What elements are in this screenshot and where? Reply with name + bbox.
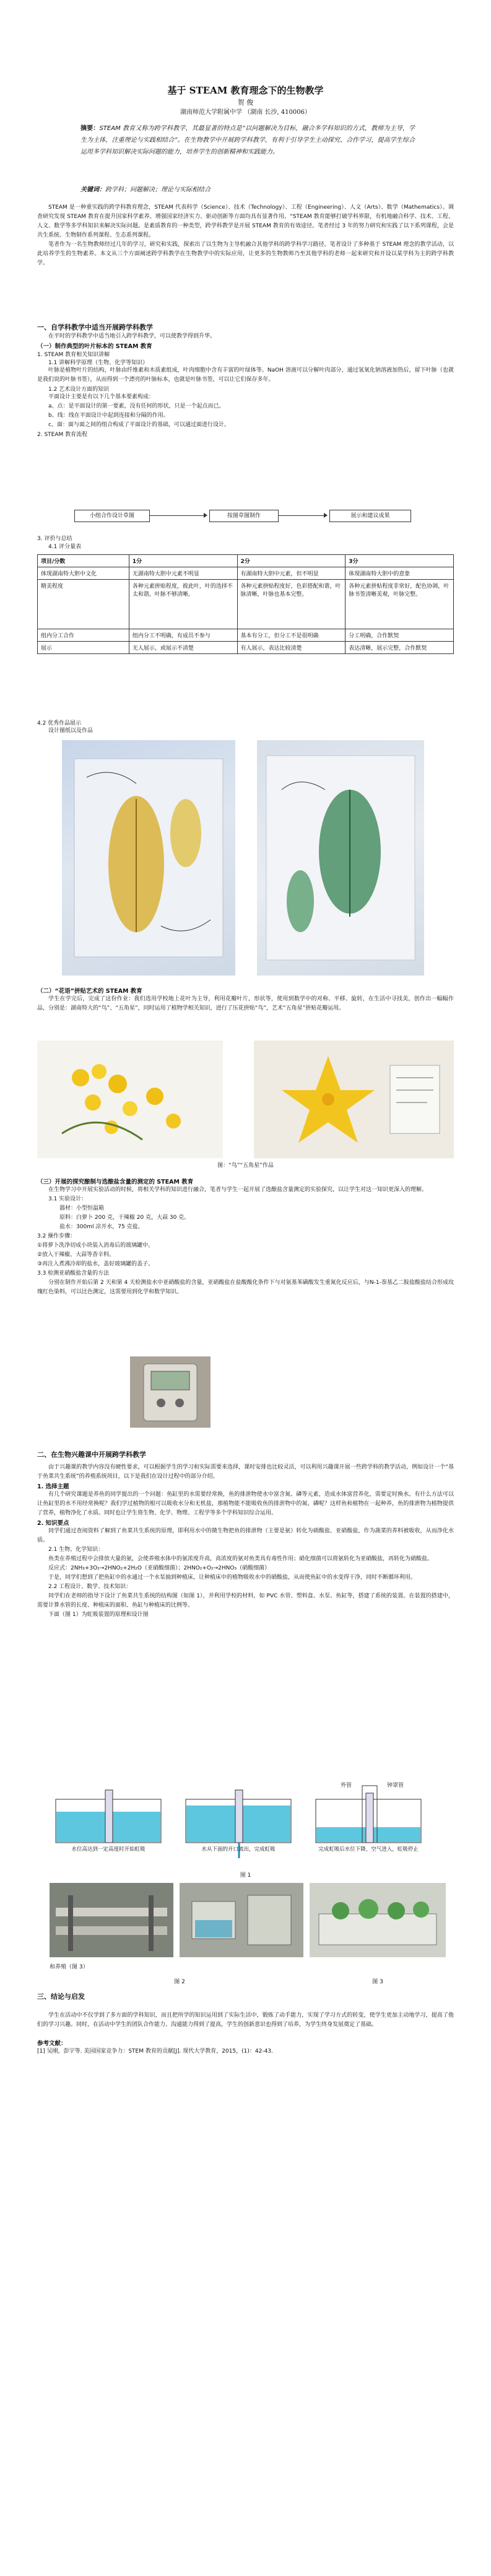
flow-arrow-1 — [150, 515, 207, 516]
section-3-text: 学生在活动中不仅学到了多方面的学科知识，而且把所学的知识运用到了实际生活中，锻炼了动手能力，实现了学习方式的转变，使学生更加主动地学习，提高了他们的学习兴趣。同时，在活动中学生的团队合作能力、沟通能力得到了提高，学生的创新意识也得到了培养，为学生终身发展奠定了基础。 — [37, 2012, 454, 2028]
table-cell: 有人展示，表达比较清楚 — [237, 642, 345, 654]
section-2-knowledge-heading: 2. 知识要点 — [37, 1520, 69, 1527]
flower-art-photo-1 — [37, 1041, 223, 1158]
keywords-label: 关键词： — [80, 186, 105, 193]
leaf-bookmark-photo-1 — [62, 740, 235, 976]
rubric-header-row — [38, 555, 454, 567]
table-cell: 体现湖南特大胆中的意象 — [345, 567, 454, 580]
design-elements-intro: 平面设计主要是有以下几个基本要素构成： — [48, 394, 155, 400]
abstract-label: 摘要： — [80, 125, 100, 132]
table-cell: 展示 — [38, 642, 129, 654]
evaluation-heading — [37, 534, 454, 550]
flow-arrow-2 — [279, 515, 327, 516]
paper-title: 基于 STEAM 教育理念下的生物教学 — [167, 85, 324, 96]
section-1b-text: 学生在学完后，完成了这份作业：我们选用学校地上花叶为主导，利用花瓣叶片，形状等，使用到数学中的对称、平移、旋转，在生活中寻找美，创作出一幅幅作品，分别是：湖南特大的“鸟”、“五角星”，同时运用了植物学相关知识，进行了压花拼贴“鸟”，艺术“五角星”拼贴花瓣运用。 — [37, 996, 454, 1011]
nitrite-meter-image — [130, 1356, 211, 1428]
siphon-stage-1 — [56, 1790, 161, 1843]
subsection-1-1: 1. STEAM 教育相关知识讲解 — [37, 352, 110, 358]
references-heading: 参考文献： — [37, 2040, 67, 2047]
engineering-text: 同学们在老师的指导下设计了鱼菜共生系统的结构图（如图 1），并利用学校的材料，如 PVC 水管、塑料盒、水泵、鱼缸等，搭建了系统的装置。在装置的搭建中，需要计算水管的长度、种植床的面积、鱼缸与种植床的比例等。 — [37, 1593, 454, 1609]
experiment-step-1: ①将萝卜洗净切成小块装入消毒后的玻璃罐中。 — [37, 1242, 154, 1249]
leaf-bookmark-photo-2 — [257, 740, 424, 976]
aquaponics-photo-3 — [310, 1883, 446, 1957]
subsection-1-1-2: 1.2 艺术设计方面的知识 — [48, 386, 110, 393]
intro-paragraph-1: STEAM 是一种重实践的跨学科教育理念，STEAM 代表科学（Science）、技术（Technology）、工程（Engineering）、人文（Arts）、数学（Mathematics）。调查研究发现 STEAM 教育在提升国家科学素养、增强国家经济实力、驱动创新等方面均具有显著作用。“STEAM 教育能够打破学科界限，有机地融合科学、技术、工程、人文、数学等多学科知识来解决实际问题。是素质教育的一种类型，跨学科教学是开展 STEAM 教育的有效途径。笔者经过 3 年的努力研究和实践了以下系列课程，会是共生系统、生物制作系列课程、生态系列课程。 — [37, 204, 454, 238]
flower-bird-image — [37, 1041, 223, 1158]
reaction-formula: 反应式：2NH₃+3O₂→2HNO₂+2H₂O（亚硝酸细菌）；2HNO₂+O₂→2HNO₃（硝酸细菌） — [48, 1565, 271, 1571]
design-element-plane: c、面：面与面之间的组合构成了平面设计的基础，可以通过面进行设计。 — [48, 422, 230, 428]
flower-star-image — [254, 1041, 454, 1158]
experiment-step-3: ③再注入煮沸冷却的盐水，盖好玻璃罐的盖子。 — [37, 1261, 154, 1267]
aquaponics-image-2 — [180, 1883, 303, 1957]
design-element-point: a、点：是平面设计的第一要素，没有任何的形状，只是一个起点而已。 — [48, 403, 225, 409]
section-1 — [37, 322, 454, 438]
abstract — [80, 123, 415, 158]
flow-step-2: 按图草图制作 — [209, 510, 279, 522]
gallery-1-heading-wrap — [37, 718, 454, 736]
intro-paragraph-2: 笔者作为一名生物教师经过几年的学习，研究和实践，探索出了以生物为主导机融合其他学科的跨学科学习路径。笔者设计了多种基于 STEAM 理念的教学活动，以此培养学生的生物素养。本文从三个方面阐述跨学科教学在生物教学中的实际应用，让更多的生物教师乃至其他学科的老师一起来研究和开设以某学科为主的跨学科教学。 — [37, 242, 454, 266]
section-1c — [37, 1177, 454, 1297]
detection-method-text: 分别在制作开始后第 2 天和第 4 天检测盐水中亚硝酸盐的含量，亚硝酸盐在盐酸酸化条件下与对氨基苯磺酸发生重氮化反应后，与N-1-萘基乙二胺盐酸盐结合形成玫瑰红色染料，可以比色测定，这需要用到化学和数学知识。 — [37, 1280, 454, 1295]
table-row — [38, 642, 454, 654]
nitrite-meter-photo — [130, 1356, 211, 1428]
section-1-heading: 一、自学科教学中适当开展跨学科教学 — [37, 323, 153, 331]
table-cell: 各种元素拼贴程度非常好，配色协调，叶脉书签清晰美观，叶脉完整。 — [345, 580, 454, 629]
experiment-materials: 原料：白萝卜 200 克，干辣椒 20 克，大蒜 30 克。 — [59, 1215, 190, 1221]
gallery-1-caption: 设计图纸以及作品 — [48, 728, 93, 734]
subsection-1-heading: （一）制作典型的叶片标本的 STEAM 教育 — [37, 343, 152, 350]
figure-1-caption: 图 1 — [240, 1872, 251, 1879]
experiment-equipment: 器材：小型恒温箱 — [59, 1205, 105, 1212]
flower-art-photo-2 — [254, 1041, 454, 1158]
engineering-heading: 2.2 工程设计、数学、技术知识： — [48, 1584, 132, 1590]
subsection-1-3: 3. 评价与总结 — [37, 536, 72, 542]
experiment-brine: 盐水：300ml 凉开水，75 克盐。 — [59, 1224, 144, 1230]
section-1b-heading: （二）“花语”拼贴艺术的 STEAM 教育 — [37, 988, 142, 995]
paper-affiliation: 湖南师范大学附属中学 （湖南 长沙, 410006） — [180, 109, 311, 116]
section-3 — [37, 1991, 454, 2056]
diagram-label-outer-tube: 外管 — [341, 1783, 352, 1789]
section-1-intro: 在平时的学科教学中适当地引入跨学科教学，可以使教学得到升华。 — [48, 333, 216, 339]
section-1b — [37, 986, 454, 1013]
section-1c-heading: （三）开展的探究酿制与选酿盐含量的测定的 STEAM 教育 — [37, 1179, 194, 1185]
reference-1: [1] 吴刚，彭宇等. 美国国家竞争力：STEM 教育的贡献[J]. 现代大学教育，2015，(1)：42-43. — [37, 2048, 273, 2054]
section-2-knowledge-text: 同学们通过查阅资料了解到了鱼菜共生系统的原理，即利用水中的微生物把鱼的排泄物（主要是氨）转化为硝酸盐、亚硝酸盐，作为蔬菜的养料被吸收，从而净化水质。 — [37, 1528, 454, 1543]
leaf-principle-text: 叶脉是植物叶片的结构，叶脉由纤维素和木质素组成，叶肉细胞中含有丰富的叶绿体等。NaOH 溶液可以分解叶肉部分，通过氢氧化钠溶液加热后，留下叶脉（也就是我们说的叶脉书签），从而得到一个漂亮的叶脉标本，也就是叶脉书签，可以让它们保存多年。 — [37, 367, 454, 383]
subsection-1-1-1: 1.1 讲解科学原理（生物、化学等知识） — [48, 360, 149, 366]
aquaponics-image-1 — [50, 1883, 173, 1957]
table-cell: 表达清晰，展示完整，合作默契 — [345, 642, 454, 654]
rubric-header-cell: 1分 — [129, 555, 237, 567]
table-cell: 体现湖南特大胆中文化 — [38, 567, 129, 580]
siphon-diagram — [50, 1781, 440, 1867]
figure-2-caption: 图 2 — [174, 1979, 185, 1985]
rubric-header-cell: 项目/分数 — [38, 555, 129, 567]
table-cell: 各种元素拼贴程度，彼此叶，叶的选择不太和谐，叶脉不够清晰。 — [129, 580, 237, 629]
table-cell: 各种元素拼贴程度好，色彩搭配和谐，叶脉清晰，叶脉也基本完整。 — [237, 580, 345, 629]
table-cell: 组内分工不明确，有成员不参与 — [129, 629, 237, 642]
intro-section — [37, 203, 454, 268]
section-1c-intro: 在生物学习中开展实验活动的时候，将相关学科的知识进行融合，笔者与学生一起开展了选酿盐含量测定的实验探究，以让学生对这一知识更深入的理解。 — [48, 1187, 428, 1193]
diagram-intro: 下面（图 1）为虹吸装置的原理和设计图 — [48, 1612, 149, 1618]
section-2-intro: 由于兴趣课的教学内容没有硬性要求，可以根据学生的学习和实际需要来选择，课时安排也比较灵活，可以利用兴趣课开展一些跨学科的教学活动，例如设计一个“基于鱼菜共生系统”的养殖系统项目，以下是我们在设计过程中的部分介绍。 — [37, 1464, 454, 1480]
subsection-1-3-1: 4.1 评分量表 — [48, 544, 82, 550]
section-2-topic-heading: 1. 选择主题 — [37, 1483, 69, 1490]
gallery-1-heading: 4.2 优秀作品展示 — [37, 720, 82, 727]
leaf-bookmark-image-1 — [62, 740, 235, 976]
aquaponics-caption: 和养殖（图 3） — [50, 1964, 89, 1970]
keywords — [80, 184, 415, 193]
leaf-bookmark-image-2 — [257, 740, 424, 976]
diagram-label-bell-tube: 钟罩管 — [387, 1783, 404, 1789]
rubric-table-wrap — [37, 554, 454, 654]
rubric-header-cell: 2分 — [237, 555, 345, 567]
aquaponics-image-3 — [310, 1883, 446, 1957]
section-2-topic-text: 有几个研究课题是养鱼的同学提出的一个问题：鱼缸里的水需要经常换，鱼的排泄物使水中富含氮、磷等元素，造成水体富营养化，需要定时换水。有什么方法可以让鱼缸里的水不用经常换呢？我们学过植物的根可以吸收水分和无机盐，那植物能不能吸收鱼的排泄物中的氮、磷呢？这样鱼和植物在一起种养，鱼的排泄物为植物提供了营养，植物净化了水质。同时也让学生将生物、化学、物理、工程学等多个学科知识综合运用。 — [37, 1491, 454, 1516]
figure-3-caption: 图 3 — [372, 1979, 383, 1985]
section-3-heading: 三、结论与启发 — [37, 1993, 85, 2001]
design-element-line: b、线：线在平面设计中起到连接和分隔的作用。 — [48, 413, 169, 419]
diagram-label-stage-2: 水从下面的开口流出，完成虹吸 — [201, 1846, 276, 1853]
table-row — [38, 580, 454, 629]
paper-author: 贺 俊 — [237, 98, 254, 107]
section-2 — [37, 1449, 454, 1620]
diagram-label-stage-1: 水位高达到一定高度时开始虹吸 — [71, 1846, 146, 1853]
flow-step-3: 展示和建议成果 — [329, 510, 411, 522]
table-cell: 基本有分工，但分工不是很明确 — [237, 629, 345, 642]
table-row — [38, 567, 454, 580]
detection-method-heading: 3.3 检测亚硝酸盐含量的方法 — [37, 1270, 110, 1277]
table-row — [38, 629, 454, 642]
experiment-steps-heading: 3.2 操作步骤： — [37, 1233, 76, 1239]
table-cell: 分工明确，合作默契 — [345, 629, 454, 642]
section-2-heading: 二、在生物兴趣课中开展跨学科教学 — [37, 1451, 146, 1459]
diagram-label-stage-3: 完成虹吸后水位下降，空气进入，虹吸停止 — [318, 1846, 419, 1853]
flow-step-1: 小组合作设计草图 — [74, 510, 150, 522]
experiment-step-2: ②放入干辣椒、大蒜等香辛料。 — [37, 1252, 115, 1258]
bio-chem-text: 鱼类在养殖过程中会排放大量的氨，会使养殖水体中的氨浓度升高，高浓度的氨对鱼类具有毒性作用；硝化细菌可以将氨转化为亚硝酸盐，再转化为硝酸盐。 — [48, 1556, 433, 1562]
rubric-table — [37, 554, 454, 654]
bio-chem-heading: 2.1 生物、化学知识： — [48, 1547, 104, 1553]
aquaponics-photo-2 — [180, 1883, 303, 1957]
experiment-design-heading: 3.1 实验设计： — [48, 1196, 87, 1202]
table-cell: 组内分工合作 — [38, 629, 129, 642]
rubric-header-cell: 3分 — [345, 555, 454, 567]
aquaponics-photo-1 — [50, 1883, 173, 1957]
abstract-text: STEAM 教育又称为跨学科教学，其最显著的特点是“以问题解决为目标，融合多学科知识的方式，教师为主导，学生为主体，注重理论与实践相结合”。在生物教学中开展跨学科教学，有利于引导学生主动探究、合作学习，提高学生综合运用多学科知识解决实际问题的能力，培养学生的创新精神和实践能力。 — [80, 125, 415, 155]
table-cell: 精美程度 — [38, 580, 129, 629]
flower-art-caption: 图：“鸟”“五角星”作品 — [217, 1163, 274, 1169]
keywords-text: 跨学科；问题解决；理论与实际相结合 — [105, 186, 211, 193]
siphon-stage-3 — [316, 1786, 421, 1843]
siphon-diagram-svg — [50, 1781, 440, 1867]
system-idea-text: 于是，同学们想到了把鱼缸中的水通过一个水泵抽到种植床，让种植床中的植物吸收水中的硝酸盐，从而使鱼缸中的水变得干净，同时不断循环利用。 — [48, 1574, 417, 1581]
table-cell: 有湖南特大胆中元素，但不明显 — [237, 567, 345, 580]
subsection-1-2: 2. STEAM 教育流程 — [37, 432, 88, 438]
table-cell: 无人展示，或展示不清楚 — [129, 642, 237, 654]
table-cell: 无湖南特大胆中元素不明显 — [129, 567, 237, 580]
